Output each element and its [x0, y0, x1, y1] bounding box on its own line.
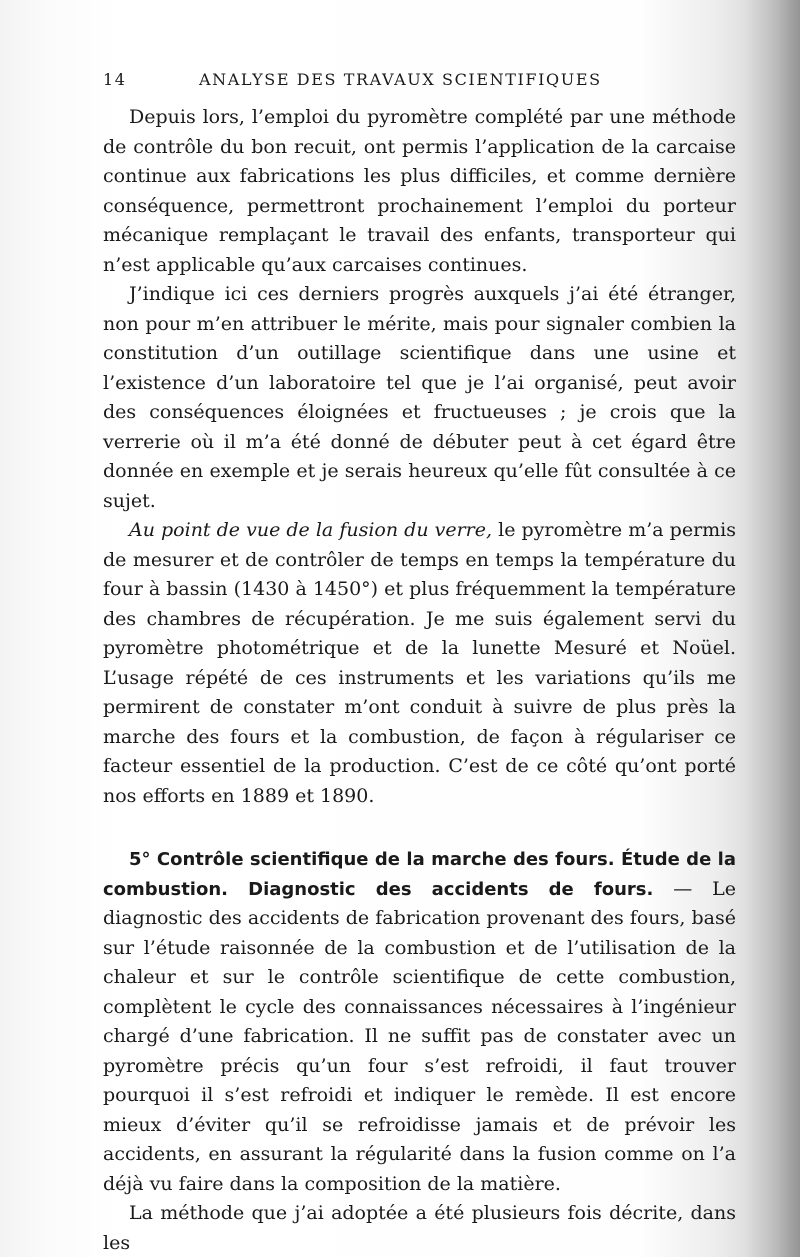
- paragraph: [103, 516, 736, 811]
- section-paragraph: [103, 845, 736, 1199]
- paragraph: [103, 103, 736, 280]
- paragraph-text: La méthode que j’ai adoptée a été plusieurs fois décrite, dans les: [103, 1202, 736, 1254]
- page-number: 14: [103, 70, 127, 89]
- section-heading: 5° Contrôle scientifique de la marche des fours. Étude de la combustion. Diagnostic des accidents de fours.: [103, 849, 736, 900]
- paragraph-text: le pyromètre m’a permis de mesurer et de contrôler de temps en temps la température du four à bassin (1430 à 1450°) et plus fréquemment la température des chambres de récupération. Je me suis également servi du pyromètre photométrique et de la lunette Mesuré et Noüel. L’usage répété de ces instruments et les variations qu’ils me permirent de constater m’ont conduit à suivre de plus près la marche des fours et la combustion, de façon à régulariser ce facteur essentiel de la production. C’est de ce côté qu’ont porté nos efforts en 1889 et 1890.: [103, 519, 736, 807]
- paragraph: [103, 280, 736, 516]
- paragraph-text: — Le diagnostic des accidents de fabrication provenant des fours, basé sur l’étude raisonnée de la combustion et de l’utilisation de la chaleur et sur le contrôle scientifique de cette combustion, complètent le cycle des connaissances nécessaires à l’ingénieur chargé d’une fabrication. Il ne suffit pas de constater avec un pyromètre précis qu’un four s’est refroidi, il faut trouver pourquoi il s’est refroidi et indiquer le remède. Il est encore mieux d’éviter qu’il se refroidisse jamais et de prévoir les accidents, en assurant la régularité dans la fusion comme on l’a déjà vu faire dans la composition de la matière.: [103, 877, 736, 1195]
- running-title: ANALYSE DES TRAVAUX SCIENTIFIQUES: [199, 70, 602, 89]
- page-gutter-shadow: [745, 0, 800, 1257]
- paragraph-text: Depuis lors, l’emploi du pyromètre complété par une méthode de contrôle du bon recuit, ont permis l’application de la carcaise continue aux fabrications les plus difficiles, et comme dernière conséquence, permettront prochainement l’emploi du porteur mécanique remplaçant le travail des enfants, transporteur qui n’est applicable qu’aux carcaises continues.: [103, 106, 736, 276]
- body-text: [103, 103, 736, 1258]
- paragraph-text: J’indique ici ces derniers progrès auxquels j’ai été étranger, non pour m’en attribuer le mérite, mais pour signaler combien la constitution d’un outillage scientifique dans une usine et l’existence d’un laboratoire tel que je l’ai organisé, peut avoir des conséquences éloignées et fructueuses ; je crois que la verrerie où il m’a été donné de débuter peut à cet égard être donnée en exemple et je serais heureux qu’elle fût consultée à ce sujet.: [103, 283, 736, 512]
- italic-lead: Au point de vue de la fusion du verre,: [129, 519, 493, 541]
- paragraph: [103, 1199, 736, 1258]
- page-header: [103, 70, 736, 94]
